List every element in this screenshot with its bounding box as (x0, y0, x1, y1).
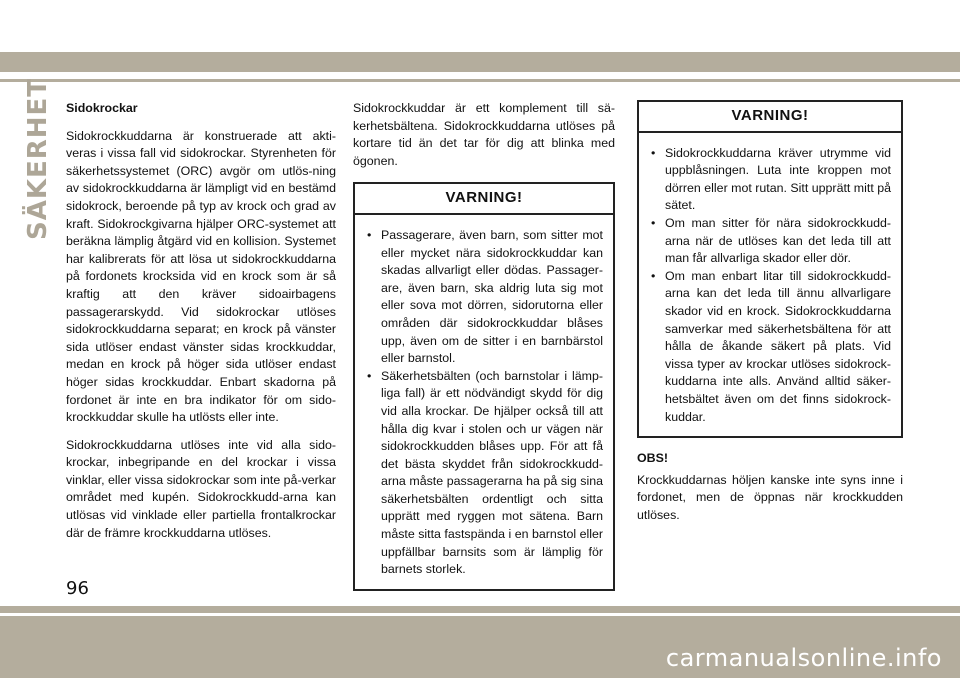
warning-title: VARNING! (355, 184, 613, 215)
watermark-text: carmanualsonline.info (665, 644, 942, 672)
note-text: Krockkuddarnas höljen kanske inte syns inne i fordonet, men de öppnas när krockkudden utlöses. (637, 472, 903, 522)
header-stripe (0, 52, 960, 72)
warning-item: • Om man sitter för nära sidokrockkudd-arna när de utlöses kan det leda till att man får allvarliga skador eller dör. (651, 215, 891, 268)
column-2 (353, 100, 615, 591)
footer-band (0, 606, 960, 678)
section-heading: Sidokrockar (66, 101, 138, 115)
warning-title: VARNING! (639, 102, 901, 133)
note-title: OBS! (637, 451, 668, 466)
footer-rule (0, 613, 960, 616)
warning-list (639, 133, 901, 437)
section-tab (20, 77, 56, 241)
page-number: 96 (66, 578, 89, 599)
column-3 (637, 100, 903, 534)
paragraph: Sidokrockkuddarna utlöses inte vid alla sido-krockar, inbegripande en del krockar i vissa vinklar, eller vissa sidokrockar som inte på-verkar området med kupén. Sidokrockkudd-arna kan utlösas vid vinklade eller partiella frontalkrockar där de främre krockkuddarna utlöses. (66, 437, 336, 540)
warning-list (355, 215, 613, 589)
header-band (0, 0, 960, 72)
paragraph: Sidokrockkuddarna är konstruerade att akti-veras i vissa fall vid sidokrockar. Styrenheten för säkerhetssystemet (ORC) avgör om utlös-ning av sidokrockkuddarna är lämpligt vid en bestämd sidokrock, beroende på typ av krock och grad av kraft. Sidokrockgivarna hjälper ORC-systemet att beräkna lämplig åtgärd vid en kollision. Systemet har kalibrerats för att lösa ut sidokrockkuddarna på fordonets krocksida vid en krock som är så kraftig att den kräver sidoairbagens passagerarskydd. Vid sidokrockar utlöses sidokrockkuddarna separat; en krock på vänster sida utlöser endast vänster sidas krockkuddar, medan en krock på höger sida utlöser endast höger sidas krockkuddar. Enbart skadorna på fordonet är inte en bra indikator för om sido-krockkuddar skulle ha utlösts eller inte. (66, 128, 336, 425)
warning-box (353, 182, 615, 590)
column-1 (66, 100, 336, 552)
warning-item: • Sidokrockkuddarna kräver utrymme vid uppblåsningen. Luta inte kroppen mot dörren eller mot rutan. Sitt upprätt mitt på sätet. (651, 145, 891, 215)
header-rule (0, 79, 960, 82)
warning-item: • Säkerhetsbälten (och barnstolar i lämp-liga fall) är ett nödvändigt skydd för dig vid alla krockar. De hjälper också till att hålla dig kvar i stolen och ur vägen när sidokrockkudden blåses upp. För att få det bästa skyddet från sidokrockkudd-arna måste passagerarna ha på sig sina säkerhetsbälten ordentligt och sitta upprätt med ryggen mot sätena. Barn måste sitta fastspända i en barnstol eller uppfällbar barnsits som är lämplig för barnets storlek. (367, 368, 603, 579)
warning-box (637, 100, 903, 438)
paragraph: Sidokrockkuddar är ett komplement till sä-kerhetsbältena. Sidokrockkuddarna utlöses på kortare tid än det tar för dig att blinka med ögonen. (353, 101, 615, 168)
section-tab-label: SÄKERHET (23, 77, 53, 241)
warning-item: • Passagerare, även barn, som sitter mot eller mycket nära sidokrockkuddar kan skadas allvarligt eller dödas. Passager-are, även barn, ska aldrig luta sig mot eller sova mot dörren, sidorutorna eller områden där sidokrockkuddar blåses upp, även om de sitter i en barnbärstol eller barnstol. (367, 227, 603, 368)
warning-item: • Om man enbart litar till sidokrockkudd-arna kan det leda till ännu allvarligare skador vid en krock. Sidokrockkuddarna samverkar med säkerhetsbältena för att hålla de åkande säkert på plats. Vid vissa typer av krockar utlöses sidokrock-kuddarna inte alls. Använd alltid säker-hetsbältet även om det finns sidokrock-kuddar. (651, 268, 891, 426)
